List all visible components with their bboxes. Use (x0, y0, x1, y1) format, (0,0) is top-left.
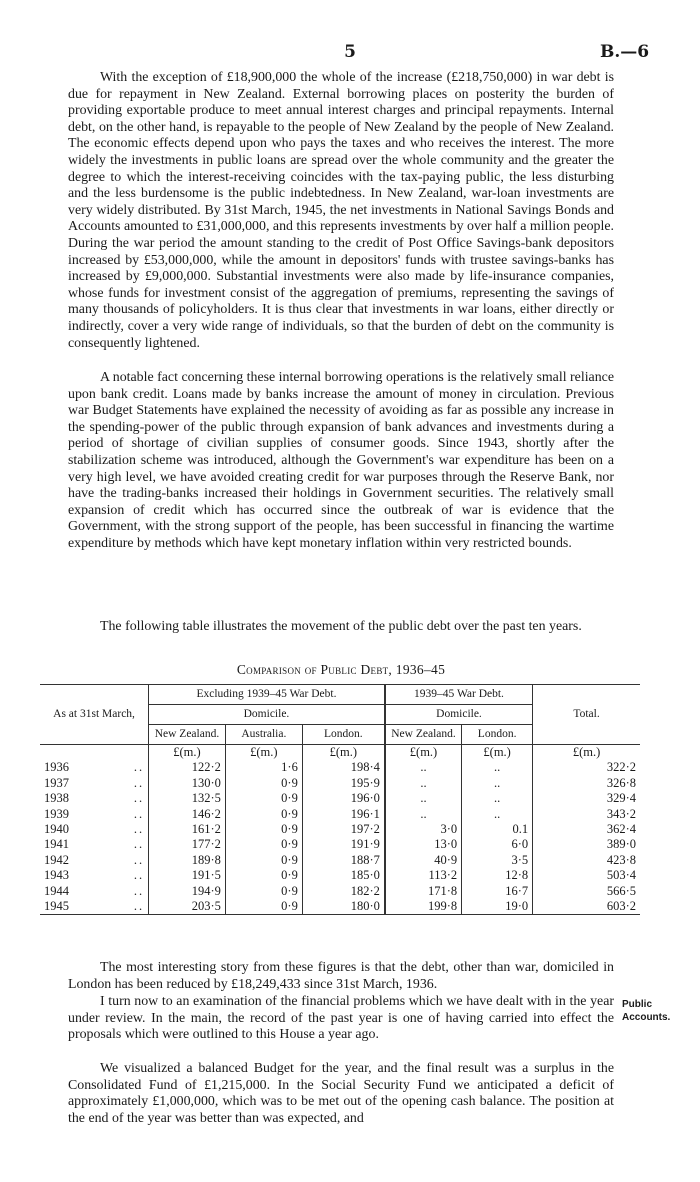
cell-war-new-zealand: 199·8 (385, 899, 462, 915)
cell-war-london: .. (462, 776, 533, 791)
table-row (40, 884, 640, 899)
cell-war-london: 6·0 (462, 837, 533, 852)
cell-new-zealand: 146·2 (149, 807, 226, 822)
cell-australia: 0·9 (225, 807, 302, 822)
cell-war-new-zealand: .. (385, 760, 462, 775)
margin-note-line: Public (622, 999, 653, 1010)
cell-london: 180·0 (302, 899, 385, 915)
cell-war-london: 16·7 (462, 884, 533, 899)
cell-australia: 0·9 (225, 853, 302, 868)
cell-leader: .. (133, 760, 145, 775)
header-war-debt: 1939–45 War Debt. (385, 685, 533, 705)
cell-leader: .. (133, 822, 145, 837)
margin-note-line: Accounts. (622, 1012, 671, 1023)
header-total: Total. (533, 685, 640, 745)
table-row (40, 822, 640, 837)
cell-leader: .. (133, 899, 145, 914)
cell-leader: .. (133, 775, 145, 790)
cell-london: 196·0 (302, 791, 385, 806)
paragraph-table-intro: The following table illustrates the movement of the public debt over the past ten years. (100, 619, 582, 634)
unit-cell: £(m.) (533, 745, 640, 761)
table-row (40, 776, 640, 791)
cell-total: 326·8 (533, 776, 640, 791)
cell-total: 423·8 (533, 853, 640, 868)
cell-war-new-zealand: 171·8 (385, 884, 462, 899)
cell-london: 191·9 (302, 837, 385, 852)
cell-year: 1945 (44, 899, 69, 914)
paragraph-london-debt-story: The most interesting story from these figures is that the debt, other than war, domiciled in London has been reduced by £18,249,433 since 31st March, 1936. (68, 960, 614, 992)
cell-london: 185·0 (302, 868, 385, 883)
cell-year: 1943 (44, 868, 69, 883)
header-domicile-war: Domicile. (385, 705, 533, 725)
table-row (40, 899, 640, 915)
cell-war-london: 0.1 (462, 822, 533, 837)
cell-total: 389·0 (533, 837, 640, 852)
unit-cell: £(m.) (385, 745, 462, 761)
table-row (40, 791, 640, 806)
header-london: London. (302, 725, 385, 745)
cell-war-london: .. (462, 760, 533, 775)
cell-total: 329·4 (533, 791, 640, 806)
unit-cell: £(m.) (149, 745, 226, 761)
unit-cell: £(m.) (225, 745, 302, 761)
page-number: 5 (344, 42, 356, 62)
cell-war-london: .. (462, 807, 533, 822)
cell-australia: 0·9 (225, 791, 302, 806)
cell-new-zealand: 132·5 (149, 791, 226, 806)
header-australia: Australia. (225, 725, 302, 745)
cell-australia: 0·9 (225, 822, 302, 837)
cell-year: 1941 (44, 837, 69, 852)
cell-london: 198·4 (302, 760, 385, 775)
table-row (40, 807, 640, 822)
cell-new-zealand: 177·2 (149, 837, 226, 852)
cell-london: 188·7 (302, 853, 385, 868)
unit-cell: £(m.) (302, 745, 385, 761)
table-row (40, 760, 640, 775)
cell-london: 196·1 (302, 807, 385, 822)
table-title: Comparison of Public Debt, 1936–45 (236, 662, 446, 677)
cell-total: 362·4 (533, 822, 640, 837)
cell-total: 503·4 (533, 868, 640, 883)
header-excluding-war-debt: Excluding 1939–45 War Debt. (149, 685, 385, 705)
cell-new-zealand: 191·5 (149, 868, 226, 883)
cell-leader: .. (133, 837, 145, 852)
table-row (40, 853, 640, 868)
cell-war-new-zealand: .. (385, 791, 462, 806)
cell-london: 182·2 (302, 884, 385, 899)
paragraph-war-debt-distribution: With the exception of £18,900,000 the whole of the increase (£218,750,000) in war debt is due for repayment in New Zealand. External borrowing places on posterity the burden of providing exportable produce to meet annual interest charges and principal repayments. Internal debt, on the other hand, is repayable to the people of New Zealand by the people of New Zealand. The economic effects depend upon who pays the taxes and who receives the interest. The more widely the investments in public loans are spread over the whole community and the greater the degree to which the interest-receiving coincides with the tax-paying public, the less disturbing and the less burdensome is the public indebtedness. In New Zealand, war-loan investments are very widely distributed. By 31st March, 1945, the net investments in National Savings Bonds and Accounts amounted to £31,000,000, and this represents investments by over half a million people. During the war period the amount standing to the credit of Post Office Savings-bank depositors increased by £53,000,000, while the amount in depositors' funds with trustee savings-banks has increased by £9,000,000. Substantial investments were also made by life-insurance companies, whose funds for investment consist of the aggregation of premiums, representing the savings of many thousands of policyholders. It is thus clear that investments in war loans, either directly or indirectly, cover a very wide range of individuals, so that the burden of debt on the community is consequently lightened. (68, 70, 614, 351)
cell-new-zealand: 122·2 (149, 760, 226, 775)
table-row (40, 837, 640, 852)
cell-year: 1942 (44, 852, 69, 867)
cell-new-zealand: 194·9 (149, 884, 226, 899)
margin-note-public-accounts (622, 998, 670, 1024)
cell-total: 566·5 (533, 884, 640, 899)
cell-year: 1939 (44, 806, 69, 821)
cell-australia: 0·9 (225, 899, 302, 915)
cell-war-new-zealand: 13·0 (385, 837, 462, 852)
cell-year: 1940 (44, 822, 69, 837)
header-new-zealand: New Zealand. (149, 725, 226, 745)
cell-war-new-zealand: 40·9 (385, 853, 462, 868)
cell-year: 1938 (44, 791, 69, 806)
cell-london: 197·2 (302, 822, 385, 837)
cell-australia: 0·9 (225, 776, 302, 791)
cell-total: 603·2 (533, 899, 640, 915)
cell-war-new-zealand: 3·0 (385, 822, 462, 837)
cell-new-zealand: 161·2 (149, 822, 226, 837)
cell-leader: .. (133, 883, 145, 898)
cell-new-zealand: 189·8 (149, 853, 226, 868)
header-domicile-excluding: Domicile. (149, 705, 385, 725)
cell-war-london: 19·0 (462, 899, 533, 915)
header-war-new-zealand: New Zealand. (385, 725, 462, 745)
cell-total: 343·2 (533, 807, 640, 822)
header-as-at-march: As at 31st March, (53, 708, 135, 720)
cell-year: 1936 (44, 760, 69, 775)
paragraph-bank-credit: A notable fact concerning these internal borrowing operations is the relatively small reliance upon bank credit. Loans made by banks increase the amount of money in circulation. Previous war Budget Statements have explained the necessity of avoiding as far as possible any increase in the spending-power of the public through expansion of bank advances and investments during a period of shortage of civilian supplies of consumer goods. Since 1943, shortly after the stabilization scheme was introduced, although the Government's war expenditure has been on a very high level, we have avoided creating credit for war purposes through the Reserve Bank, nor have the trading-banks increased their holdings in Government securities. The relatively small expansion of credit which has occurred since the outbreak of war is evidence that the Government, with the strong support of the people, has been successful in financing the wartime expenditure by methods which have kept monetary inflation within very restricted bounds. (68, 370, 614, 551)
public-debt-table (40, 684, 640, 915)
cell-leader: .. (133, 791, 145, 806)
header-war-london: London. (462, 725, 533, 745)
cell-new-zealand: 203·5 (149, 899, 226, 915)
document-reference: B.—6 (600, 42, 650, 62)
cell-war-new-zealand: .. (385, 776, 462, 791)
cell-australia: 0·9 (225, 837, 302, 852)
cell-leader: .. (133, 868, 145, 883)
unit-row (40, 745, 640, 761)
cell-year: 1944 (44, 883, 69, 898)
table-row (40, 868, 640, 883)
paragraph-balanced-budget: We visualized a balanced Budget for the year, and the final result was a surplus in the Consolidated Fund of £1,215,000. In the Social Security Fund we anticipated a deficit of approximately £1,000,000, which was to be met out of the opening cash balance. The position at the end of the year was better than was expected, and (68, 1061, 614, 1126)
cell-leader: .. (133, 852, 145, 867)
cell-australia: 0·9 (225, 884, 302, 899)
cell-australia: 0·9 (225, 868, 302, 883)
cell-year: 1937 (44, 775, 69, 790)
unit-cell: £(m.) (462, 745, 533, 761)
cell-london: 195·9 (302, 776, 385, 791)
cell-war-london: 12·8 (462, 868, 533, 883)
cell-leader: .. (133, 806, 145, 821)
cell-total: 322·2 (533, 760, 640, 775)
cell-war-new-zealand: 113·2 (385, 868, 462, 883)
cell-war-london: 3·5 (462, 853, 533, 868)
paragraph-financial-problems: I turn now to an examination of the financial problems which we have dealt with in the year under review. In the main, the record of the past year is one of having carried into effect the proposals which were outlined to this House a year ago. (68, 994, 614, 1043)
cell-australia: 1·6 (225, 760, 302, 775)
cell-new-zealand: 130·0 (149, 776, 226, 791)
cell-war-london: .. (462, 791, 533, 806)
cell-war-new-zealand: .. (385, 807, 462, 822)
